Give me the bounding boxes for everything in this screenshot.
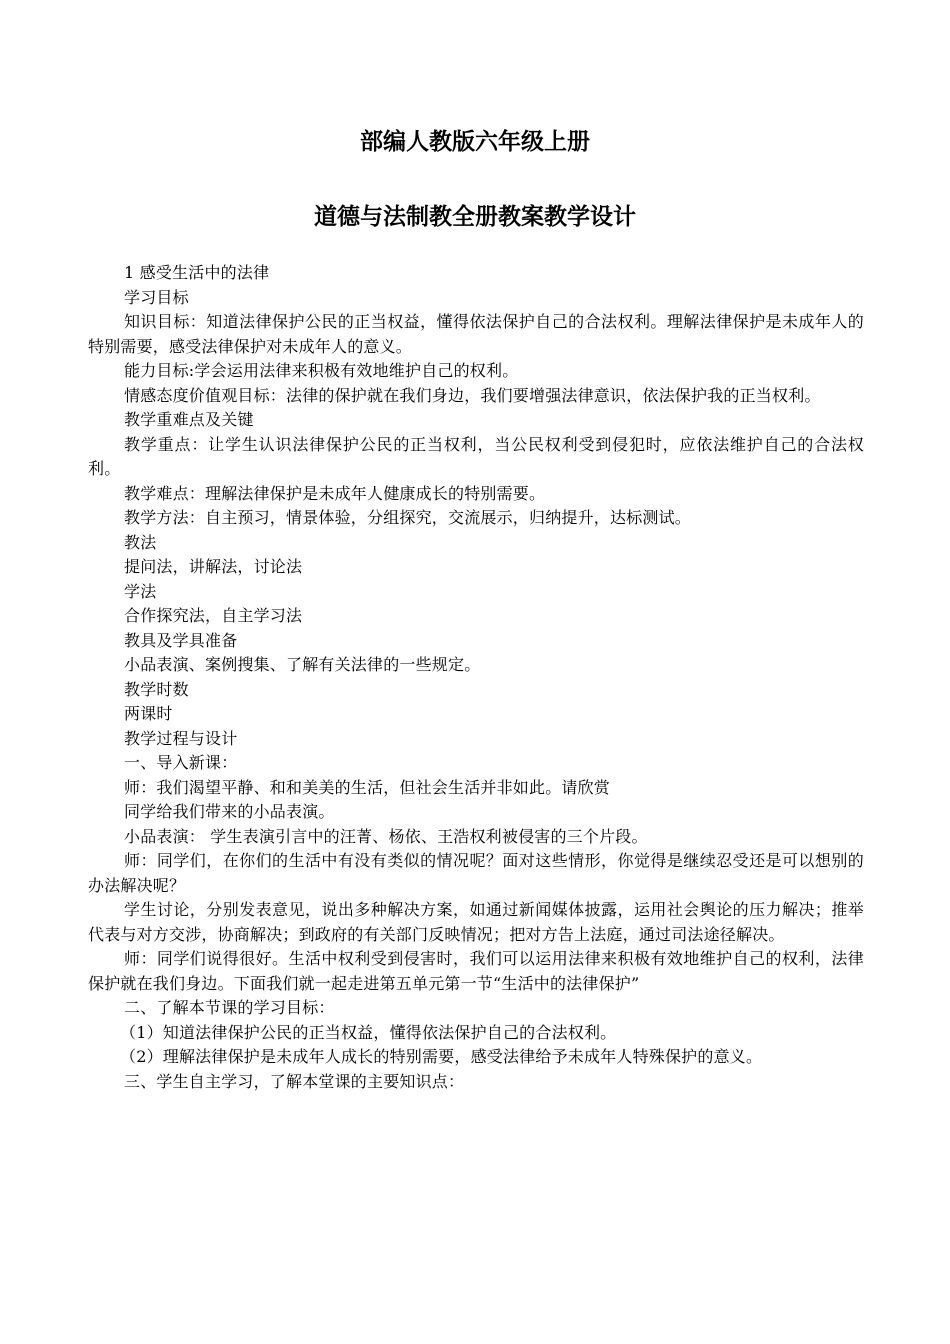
- skit-description: 小品表演： 学生表演引言中的汪菁、杨依、王浩权利被侵害的三个片段。: [124, 826, 648, 846]
- step-introduction: 一、导入新课：: [124, 753, 238, 772]
- materials-list: 小品表演、案例搜集、了解有关法律的一些规定。: [124, 655, 481, 674]
- section-process: 教学过程与设计: [124, 728, 238, 748]
- document-title-subject: 道德与法制教全册教案教学设计: [314, 204, 636, 230]
- student-discussion: 学生讨论，分别发表意见，说出多种解决方案，如通过新闻媒体披露，运用社会舆论的压力解决；推举代表与对方交涉，协商解决；到政府的有关部门反映情况；把对方告上法庭，通过司法途径解决。: [88, 900, 864, 944]
- teacher-line-1-cont: 同学给我们带来的小品表演。: [124, 802, 335, 821]
- goal-ability: 能力目标:学会运用法律来积极有效地维护自己的权利。: [124, 361, 519, 380]
- lesson-heading: 1 感受生活中的法律: [124, 263, 270, 282]
- teaching-difficulty: 教学难点：理解法律保护是未成年人健康成长的特别需要。: [124, 483, 546, 503]
- learning-method-list: 合作探究法，自主学习法: [124, 606, 303, 625]
- goal-attitude: 情感态度价值观目标：法律的保护就在我们身边，我们要增强法律意识，依法保护我的正当权利。: [124, 385, 821, 405]
- teacher-line-1: 师：我们渴望平静、和和美美的生活，但社会生活并非如此。请欣赏: [124, 777, 611, 797]
- lesson-hours-value: 两课时: [124, 704, 173, 723]
- step-self-study: 三、学生自主学习，了解本堂课的主要知识点：: [124, 1071, 465, 1091]
- teaching-focus: 教学重点：让学生认识法律保护公民的正当权利，当公民权利受到侵犯时，应依法维护自己的合法权利。: [88, 434, 864, 478]
- goal-knowledge: 知识目标：知道法律保护公民的正当权益，懂得依法保护自己的合法权利。理解法律保护是未成年人的特别需要，感受法律保护对未成年人的意义。: [88, 312, 864, 356]
- section-lesson-hours: 教学时数: [124, 679, 189, 699]
- section-learning-goals: 学习目标: [124, 287, 189, 307]
- teacher-line-2: 师：同学们，在你们的生活中有没有类似的情况呢？面对这些情形，你觉得是继续忍受还是可以想别的办法解决呢？: [88, 851, 864, 895]
- section-teaching-method: 教法: [124, 532, 157, 552]
- goal-item-1: （1）知道法律保护公民的正当权益，懂得依法保护自己的合法权利。: [120, 1022, 617, 1042]
- teaching-methods: 教学方法：自主预习，情景体验，分组探究，交流展示，归纳提升，达标测试。: [124, 508, 692, 527]
- step-goals: 二、了解本节课的学习目标：: [124, 998, 335, 1017]
- teacher-line-3: 师：同学们说得很好。生活中权利受到侵害时，我们可以运用法律来积极有效地维护自己的权利，法律保护就在我们身边。下面我们就一起走进第五单元第一节“生活中的法律保护”: [88, 949, 864, 993]
- section-learning-method: 学法: [124, 581, 157, 601]
- teaching-method-list: 提问法，讲解法，讨论法: [124, 557, 303, 576]
- goal-item-2: （2）理解法律保护是未成年人成长的特别需要，感受法律给予未成年人特殊保护的意义。: [120, 1047, 763, 1066]
- document-body: [88, 261, 864, 1094]
- document-title-grade: 部编人教版六年级上册: [360, 129, 590, 155]
- section-materials: 教具及学具准备: [124, 630, 238, 650]
- section-key-points: 教学重难点及关键: [124, 410, 254, 429]
